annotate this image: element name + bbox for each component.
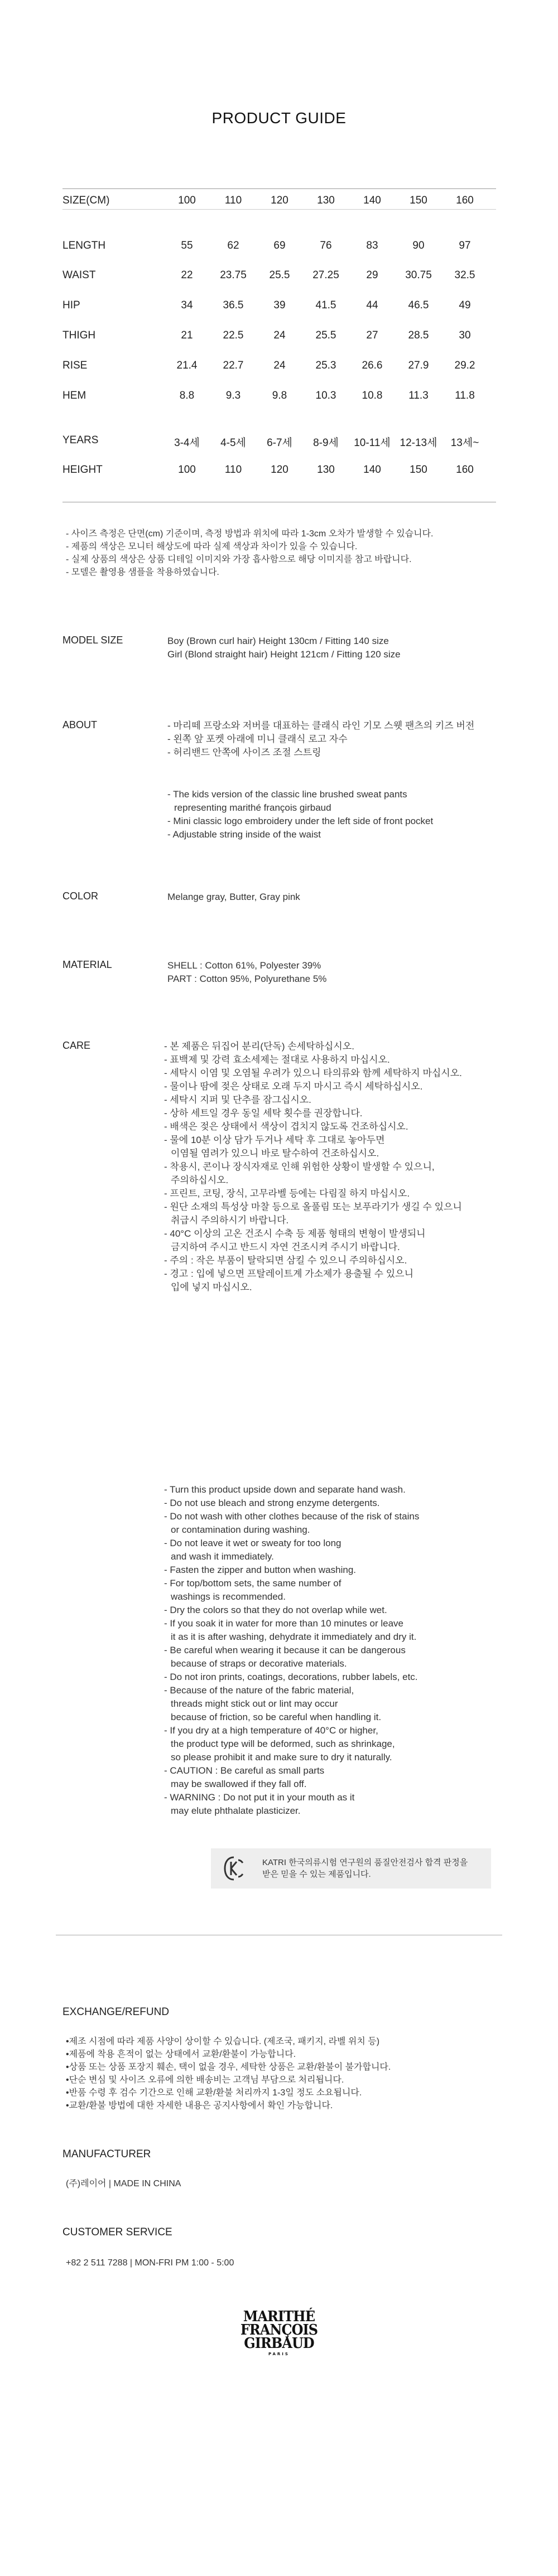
table-cell: 110	[224, 195, 242, 206]
table-cell: 24	[273, 330, 286, 341]
table-cell: 28.5	[408, 330, 429, 341]
row-label: RISE	[62, 360, 88, 371]
table-cell: 22	[181, 269, 193, 281]
care-en-line: - Do not use bleach and strong enzyme detergents.	[164, 1498, 380, 1508]
care-kr-line: - 표백제 및 강력 효소세제는 절대로 사용하지 마십시오.	[164, 1054, 390, 1065]
care-kr-line: - 물에 10분 이상 담가 두거나 세탁 후 그대로 놓아두면	[164, 1135, 385, 1145]
table-cell: 46.5	[408, 299, 429, 311]
table-cell: 8.8	[179, 390, 195, 401]
care-en-line: it as it is after washing, dehydrate it immediately and dry it.	[171, 1631, 417, 1642]
table-cell: 21	[181, 330, 193, 341]
row-label: THIGH	[62, 330, 96, 341]
care-kr-line: 입에 넣지 마십시오.	[171, 1282, 252, 1292]
care-en-line: or contamination during washing.	[171, 1524, 310, 1535]
about-kr-line: - 허리밴드 안쪽에 사이즈 조절 스트링	[167, 747, 321, 758]
care-kr-line: - 프린트, 코팅, 장식, 고무라벨 등에는 다림질 하지 마십시오.	[164, 1188, 410, 1199]
care-kr-line: - 세탁시 이염 및 오염될 우려가 있으니 타의류와 함께 세탁하지 마십시오.	[164, 1068, 462, 1078]
brand-logo	[0, 2310, 558, 2358]
table-cell: 69	[273, 240, 286, 251]
care-en-line: - CAUTION : Be careful as small parts	[164, 1765, 325, 1776]
care-label: CARE	[62, 1040, 91, 1051]
care-en-line: - For top/bottom sets, the same number of	[164, 1578, 341, 1589]
care-kr-line: - 착용시, 콘이나 장식자재로 인해 위험한 상황이 발생할 수 있으니,	[164, 1161, 435, 1172]
row-label: YEARS	[62, 434, 99, 446]
table-row	[62, 269, 496, 286]
care-en-line: because of straps or decorative materials.	[171, 1658, 347, 1669]
about-en-line: representing marithé françois girbaud	[174, 802, 331, 813]
table-cell: 110	[224, 464, 242, 476]
about-en-line: - The kids version of the classic line brushed sweat pants	[167, 789, 407, 800]
table-cell: 29	[366, 269, 378, 281]
table-cell: 4-5세	[220, 437, 246, 449]
table-row	[62, 330, 496, 346]
table-cell: 9.8	[272, 390, 287, 401]
exchange-line: •상품 또는 상품 포장지 훼손, 택이 없을 경우, 세탁한 상품은 교환/환불이 불가합니다.	[66, 2062, 391, 2072]
table-cell: 83	[366, 240, 378, 251]
table-cell: 12-13세	[400, 437, 437, 449]
table-cell: 41.5	[315, 299, 336, 311]
care-kr-line: - 40°C 이상의 고온 건조시 수축 등 제품 형태의 변형이 발생되니	[164, 1228, 426, 1239]
table-cell: 120	[271, 464, 288, 476]
manufacturer-label: MANUFACTURER	[62, 2148, 151, 2160]
care-kr-line: - 주의 : 작은 부품이 탈락되면 삼킬 수 있으니 주의하십시오.	[164, 1255, 407, 1266]
kc-notice-line: 받은 믿을 수 있는 제품입니다.	[262, 1870, 371, 1879]
table-cell: 120	[271, 195, 288, 206]
care-en-line: - Fasten the zipper and button when washing.	[164, 1565, 356, 1575]
table-cell: 25.5	[315, 330, 336, 341]
care-en-line: because of friction, so be careful when handling it.	[171, 1712, 382, 1722]
table-cell: 130	[317, 195, 335, 206]
table-cell: 25.3	[315, 360, 336, 371]
table-cell: 100	[178, 195, 196, 206]
material-label: MATERIAL	[62, 959, 112, 970]
table-cell: 23.75	[220, 269, 247, 281]
exchange-label: EXCHANGE/REFUND	[62, 2006, 170, 2018]
color-label: COLOR	[62, 890, 99, 902]
logo-line: MARITHÉ	[243, 2308, 315, 2325]
care-kr-line: 취급시 주의하시기 바랍니다.	[171, 1215, 289, 1226]
material-line: SHELL : Cotton 61%, Polyester 39%	[167, 960, 321, 971]
table-cell: 39	[273, 299, 286, 311]
care-kr-line: - 본 제품은 뒤집어 분리(단독) 손세탁하십시오.	[164, 1041, 354, 1052]
table-cell: 55	[181, 240, 193, 251]
table-cell: 49	[459, 299, 471, 311]
table-cell: 10.3	[315, 390, 336, 401]
about-kr-line: - 마리떼 프랑소와 저버를 대표하는 클래식 라인 기모 스웻 팬츠의 키즈 버전	[167, 720, 475, 731]
table-cell: 150	[410, 464, 427, 476]
table-cell: 10.8	[362, 390, 383, 401]
table-cell: 150	[410, 195, 427, 206]
table-cell: 13세~	[450, 437, 479, 449]
material-line: PART : Cotton 95%, Polyurethane 5%	[167, 974, 327, 984]
table-cell: 11.8	[455, 390, 475, 401]
care-en-line: washings is recommended.	[171, 1591, 286, 1602]
note-line: - 모델은 촬영용 샘플을 착용하였습니다.	[66, 568, 219, 577]
exchange-line: •교환/환불 방법에 대한 자세한 내용은 공지사항에서 확인 가능합니다.	[66, 2101, 333, 2110]
exchange-body	[66, 2035, 391, 2112]
size-notes	[66, 527, 434, 579]
care-kr-line: - 원단 소재의 특성상 마찰 등으로 올풀림 또는 보푸라기가 생길 수 있으니	[164, 1202, 462, 1212]
table-cell: 29.2	[454, 360, 475, 371]
logo-line: PARIS	[268, 2352, 290, 2356]
table-cell: 8-9세	[313, 437, 339, 449]
model-size-line: Girl (Blond straight hair) Height 121cm / Fitting 120 size	[167, 649, 401, 660]
row-label: LENGTH	[62, 240, 106, 251]
care-en-line: - If you soak it in water for more than 10 minutes or leave	[164, 1618, 403, 1629]
table-cell: 10-11세	[354, 437, 391, 449]
model-size-line: Boy (Brown curl hair) Height 130cm / Fitting 140 size	[167, 636, 389, 646]
row-label: HEM	[62, 390, 86, 401]
table-cell: 9.3	[225, 390, 241, 401]
table-cell: 140	[363, 464, 381, 476]
table-cell: 6-7세	[267, 437, 292, 449]
care-kr-line: 이염될 염려가 있으니 바로 탈수하여 건조하십시오.	[171, 1148, 379, 1159]
table-cell: 26.6	[362, 360, 383, 371]
customer-service-label: CUSTOMER SERVICE	[62, 2226, 172, 2238]
table-cell: 11.3	[408, 390, 429, 401]
kc-certification-mark-icon	[223, 1856, 244, 1881]
table-cell: 27	[366, 330, 378, 341]
table-cell: 3-4세	[174, 437, 200, 449]
table-row	[62, 360, 496, 376]
table-cell: 130	[317, 464, 335, 476]
table-cell: 32.5	[454, 269, 475, 281]
kc-notice-line: KATRI 한국의류시험 연구원의 품질안전검사 합격 판정을	[262, 1858, 468, 1867]
customer-service-value: +82 2 511 7288 | MON-FRI PM 1:00 - 5:00	[66, 2258, 234, 2268]
row-label: HIP	[62, 299, 80, 311]
kc-notice-text	[262, 1857, 468, 1880]
table-cell: 21.4	[176, 360, 198, 371]
care-en-body	[164, 1483, 419, 1818]
model-size-label: MODEL SIZE	[62, 635, 123, 646]
table-cell: 140	[363, 195, 381, 206]
note-line: - 사이즈 측정은 단면(cm) 기준이며, 측정 방법과 위치에 따라 1-3cm 오차가 발생할 수 있습니다.	[66, 529, 434, 539]
row-label: WAIST	[62, 269, 96, 281]
about-en-line: - Adjustable string inside of the waist	[167, 829, 321, 840]
table-cell: 44	[366, 299, 378, 311]
care-kr-line: 주의하십시오.	[171, 1175, 229, 1185]
exchange-line: •반품 수령 후 검수 기간으로 인해 교환/환불 처리까지 1-3일 정도 소요됩니다.	[66, 2088, 362, 2098]
page-title: PRODUCT GUIDE	[211, 109, 347, 127]
kc-notice	[211, 1848, 491, 1889]
care-en-line: may be swallowed if they fall off.	[171, 1779, 307, 1789]
care-en-line: - Do not leave it wet or sweaty for too long	[164, 1538, 341, 1548]
care-kr-line: - 물이나 땀에 젖은 상태로 오래 두지 마시고 즉시 세탁하십시오.	[164, 1081, 423, 1092]
table-top-rule	[62, 188, 496, 189]
table-cell: 34	[181, 299, 193, 311]
table-cell: 30.75	[405, 269, 432, 281]
care-en-line: - Turn this product upside down and separate hand wash.	[164, 1484, 406, 1495]
care-en-line: the product type will be deformed, such as shrinkage,	[171, 1739, 395, 1749]
care-en-line: - WARNING : Do not put it in your mouth as it	[164, 1792, 355, 1803]
care-en-line: - Do not wash with other clothes because of the risk of stains	[164, 1511, 420, 1522]
care-en-line: - If you dry at a high temperature of 40°C or higher,	[164, 1725, 378, 1736]
row-label: SIZE(CM)	[62, 195, 110, 206]
manufacturer-value: (주)레이어 | MADE IN CHINA	[66, 2179, 181, 2188]
model-size-body	[167, 635, 401, 661]
note-line: - 제품의 색상은 모니터 해상도에 따라 실제 색상과 차이가 있을 수 있습니다.	[66, 542, 358, 551]
care-kr-line: - 세탁시 지퍼 및 단추를 잠그십시오.	[164, 1095, 311, 1105]
care-kr-line: - 경고 : 입에 넣으면 프탈레이트계 가소제가 용출될 수 있으니	[164, 1268, 414, 1279]
table-cell: 22.7	[223, 360, 244, 371]
table-cell: 62	[227, 240, 239, 251]
table-header-row	[62, 195, 496, 211]
about-en-line: - Mini classic logo embroidery under the left side of front pocket	[167, 816, 434, 826]
about-label: ABOUT	[62, 719, 98, 730]
care-en-line: and wash it immediately.	[171, 1551, 274, 1562]
exchange-line: •제조 시점에 따라 제품 사양이 상이할 수 있습니다. (제조국, 패키지, 라벨 위치 등)	[66, 2037, 380, 2046]
table-row-years	[62, 434, 496, 451]
table-row	[62, 240, 496, 256]
table-row	[62, 299, 496, 316]
care-en-line: - Do not iron prints, coatings, decorations, rubber labels, etc.	[164, 1672, 418, 1682]
table-cell: 160	[456, 464, 474, 476]
table-cell: 27.9	[408, 360, 429, 371]
care-kr-line: 금지하여 주시고 반드시 자연 건조시켜 주시기 바랍니다.	[171, 1242, 400, 1252]
logo-line: GIRBAUD	[244, 2335, 314, 2352]
logo-line: FRANÇOIS	[240, 2322, 318, 2338]
about-en-body	[167, 788, 433, 841]
row-label: HEIGHT	[62, 464, 103, 476]
table-cell: 100	[178, 464, 196, 476]
about-kr-line: - 왼쪽 앞 포켓 아래에 미니 클래식 로고 자수	[167, 734, 348, 744]
table-cell: 97	[459, 240, 471, 251]
table-cell: 36.5	[223, 299, 244, 311]
table-cell: 160	[456, 195, 474, 206]
note-line: - 실제 상품의 색상은 상품 디테일 이미지와 가장 흡사함으로 해당 이미지를 참고 바랍니다.	[66, 555, 412, 564]
exchange-line: •단순 변심 및 사이즈 오류에 의한 배송비는 고객님 부담으로 처리됩니다.	[66, 2075, 344, 2085]
care-kr-line: - 상하 세트일 경우 동일 세탁 횟수를 권장합니다.	[164, 1108, 363, 1118]
care-en-line: may elute phthalate plasticizer.	[171, 1805, 301, 1816]
table-cell: 22.5	[223, 330, 244, 341]
exchange-line: •제품에 착용 흔적이 없는 상태에서 교환/환불이 가능합니다.	[66, 2050, 296, 2059]
table-cell: 90	[412, 240, 425, 251]
table-cell: 30	[459, 330, 471, 341]
about-kr-body	[167, 719, 474, 759]
table-cell: 25.5	[269, 269, 290, 281]
care-en-line: - Be careful when wearing it because it can be dangerous	[164, 1645, 406, 1655]
care-en-line: - Dry the colors so that they do not overlap while wet.	[164, 1605, 387, 1615]
table-row-height	[62, 464, 496, 481]
material-body	[167, 959, 326, 986]
table-cell: 24	[273, 360, 286, 371]
table-cell: 27.25	[312, 269, 339, 281]
care-en-line: - Because of the nature of the fabric material,	[164, 1685, 354, 1696]
care-kr-body	[164, 1040, 462, 1294]
color-value: Melange gray, Butter, Gray pink	[167, 892, 300, 902]
table-row	[62, 390, 496, 406]
table-cell: 76	[320, 240, 332, 251]
care-en-line: threads might stick out or lint may occur	[171, 1698, 338, 1709]
care-en-line: so please prohibit it and make sure to dry it naturally.	[171, 1752, 392, 1762]
care-kr-line: - 배색은 젖은 상태에서 색상이 겹치지 않도록 건조하십시오.	[164, 1121, 408, 1132]
